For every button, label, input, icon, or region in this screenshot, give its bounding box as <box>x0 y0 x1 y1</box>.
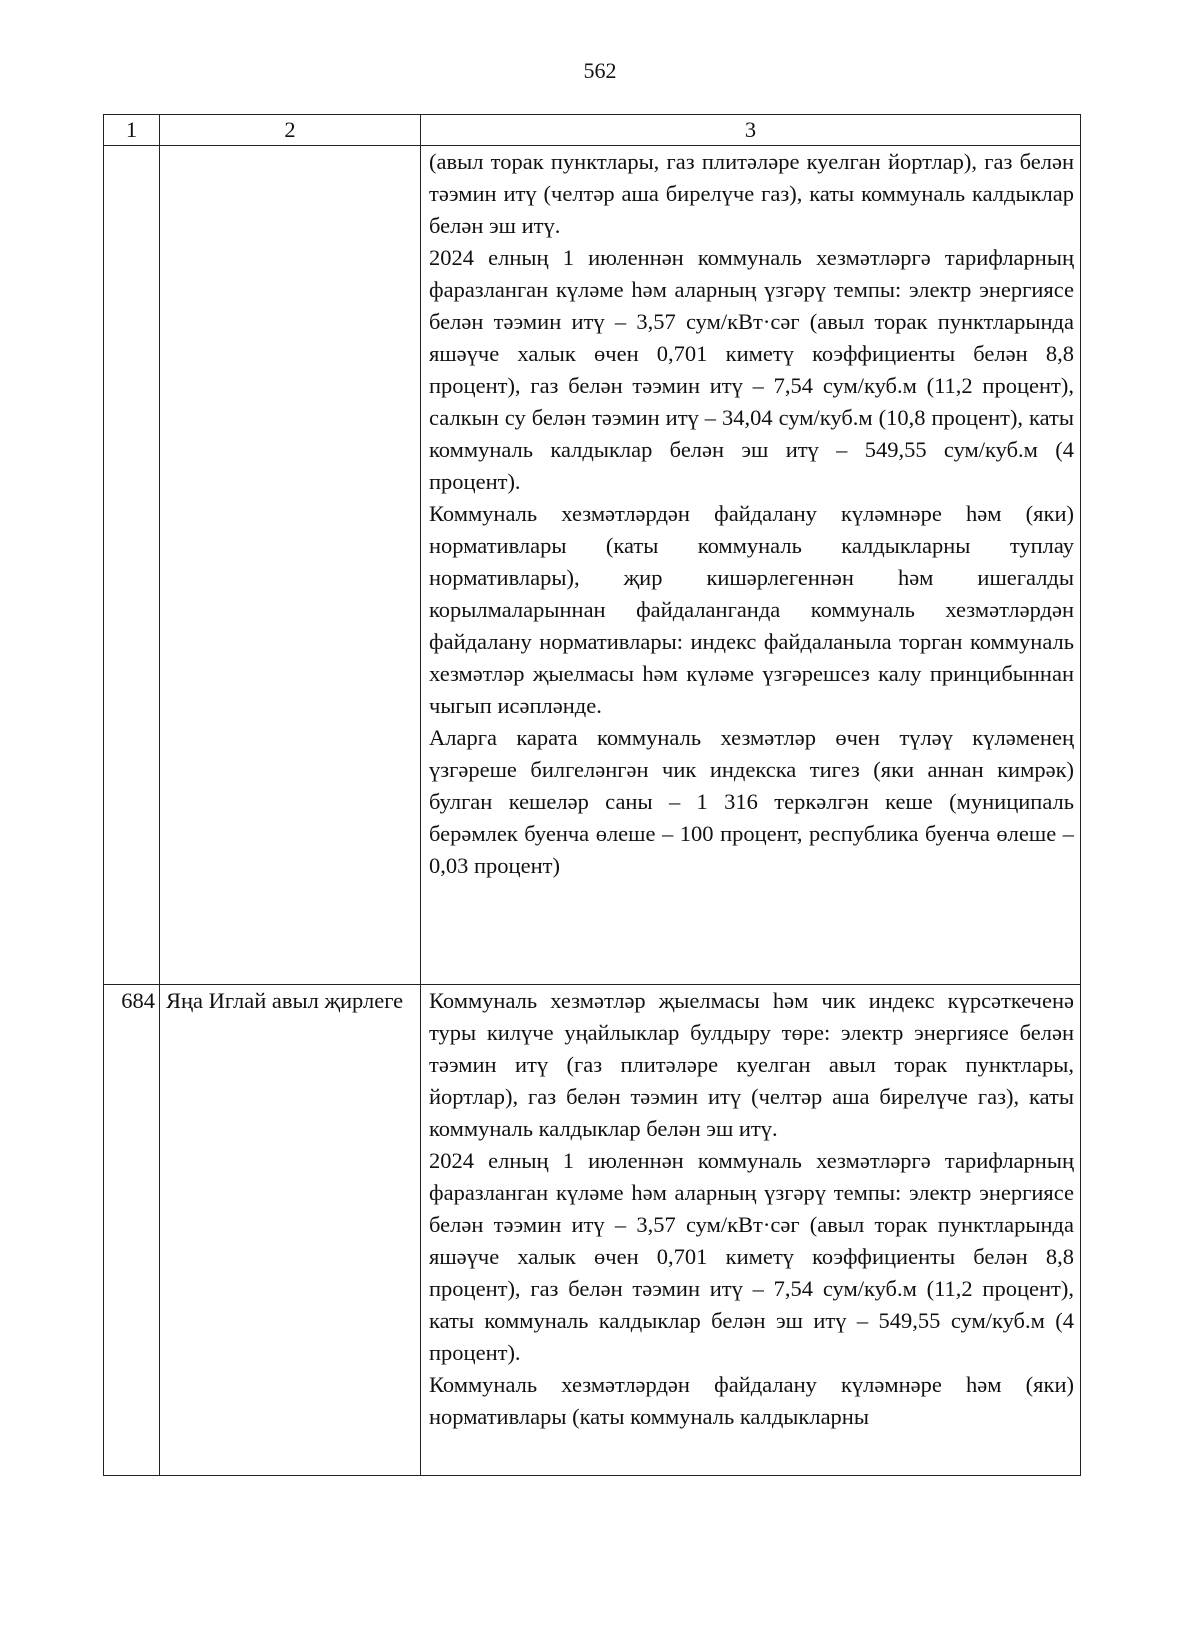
row-number-cell <box>104 146 160 985</box>
column-header-row <box>104 115 1081 146</box>
description-paragraph: Коммуналь хезмәтләр җыелмасы һәм чик индекс күрсәткеченә туры килүче уңайлыклар булдыру төре: электр энергиясе белән тәэмин итү (газ плитәләре куелган авыл торак пунктлары, йортлар), газ белән тәэмин итү (челтәр аша бирелүче газ), каты коммуналь калдыклар белән эш итү. <box>429 988 1074 1141</box>
page-number: 562 <box>583 58 617 83</box>
column-header-municipality: 2 <box>160 115 421 146</box>
column-header-description: 3 <box>421 115 1081 146</box>
description-paragraph: Коммуналь хезмәтләрдән файдалану күләмнәре һәм (яки) нормативлары (каты коммуналь калдыкларны туплау нормативлары), җир кишәрлегеннән һәм ишегалды корылмаларыннан файдаланганда коммуналь хезмәтләрдән файдалану нормативлары: индекс файдаланыла торган коммуналь хезмәтләр җыелмасы һәм күләме үзгәрешсез калу принцибыннан чыгып исәпләнде. <box>429 501 1074 718</box>
description-cell <box>421 985 1081 1476</box>
column-header-number: 1 <box>104 115 160 146</box>
description-paragraph: 2024 елның 1 июленнән коммуналь хезмәтләргә тарифларның фаразланган күләме һәм аларның үзгәрү темпы: электр энергиясе белән тәэмин итү – 3,57 сум/кВт·сәг (авыл торак пунктларында яшәүче халык өчен 0,701 киметү коэффициенты белән 8,8 процент), газ белән тәэмин итү – 7,54 сум/куб.м (11,2 процент), салкын су белән тәэмин итү – 34,04 сум/куб.м (10,8 процент), каты коммуналь калдыклар белән эш итү – 549,55 сум/куб.м (4 процент). <box>429 245 1074 494</box>
description-paragraph: 2024 елның 1 июленнән коммуналь хезмәтләргә тарифларның фаразланган күләме һәм аларның үзгәрү темпы: электр энергиясе белән тәэмин итү – 3,57 сум/кВт·сәг (авыл торак пунктларында яшәүче халык өчен 0,701 киметү коэффициенты белән 8,8 процент), газ белән тәэмин итү – 7,54 сум/куб.м (11,2 процент), каты коммуналь калдыклар белән эш итү – 549,55 сум/куб.м (4 процент). <box>429 1148 1074 1365</box>
municipality-name-cell <box>160 146 421 985</box>
municipality-tariff-table <box>103 114 1081 1476</box>
description-paragraph: Коммуналь хезмәтләрдән файдалану күләмнәре һәм (яки) нормативлары (каты коммуналь калдыкларны <box>429 1372 1074 1429</box>
row-number-cell: 684 <box>104 985 160 1476</box>
description-paragraph: (авыл торак пунктлары, газ плитәләре куелган йортлар), газ белән тәэмин итү (челтәр аша бирелүче газ), каты коммуналь калдыклар белән эш итү. <box>429 149 1074 238</box>
table-row <box>104 146 1081 985</box>
municipality-name-cell: Яңа Иглай авыл җирлеге <box>160 985 421 1476</box>
description-cell <box>421 146 1081 985</box>
table-row <box>104 985 1081 1476</box>
description-paragraph: Аларга карата коммуналь хезмәтләр өчен түләү күләменең үзгәреше билгеләнгән чик индекска тигез (яки аннан кимрәк) булган кешеләр саны – 1 316 теркәлгән кеше (муниципаль берәмлек буенча өлеше – 100 процент, республика буенча өлеше – 0,03 процент) <box>429 725 1074 878</box>
